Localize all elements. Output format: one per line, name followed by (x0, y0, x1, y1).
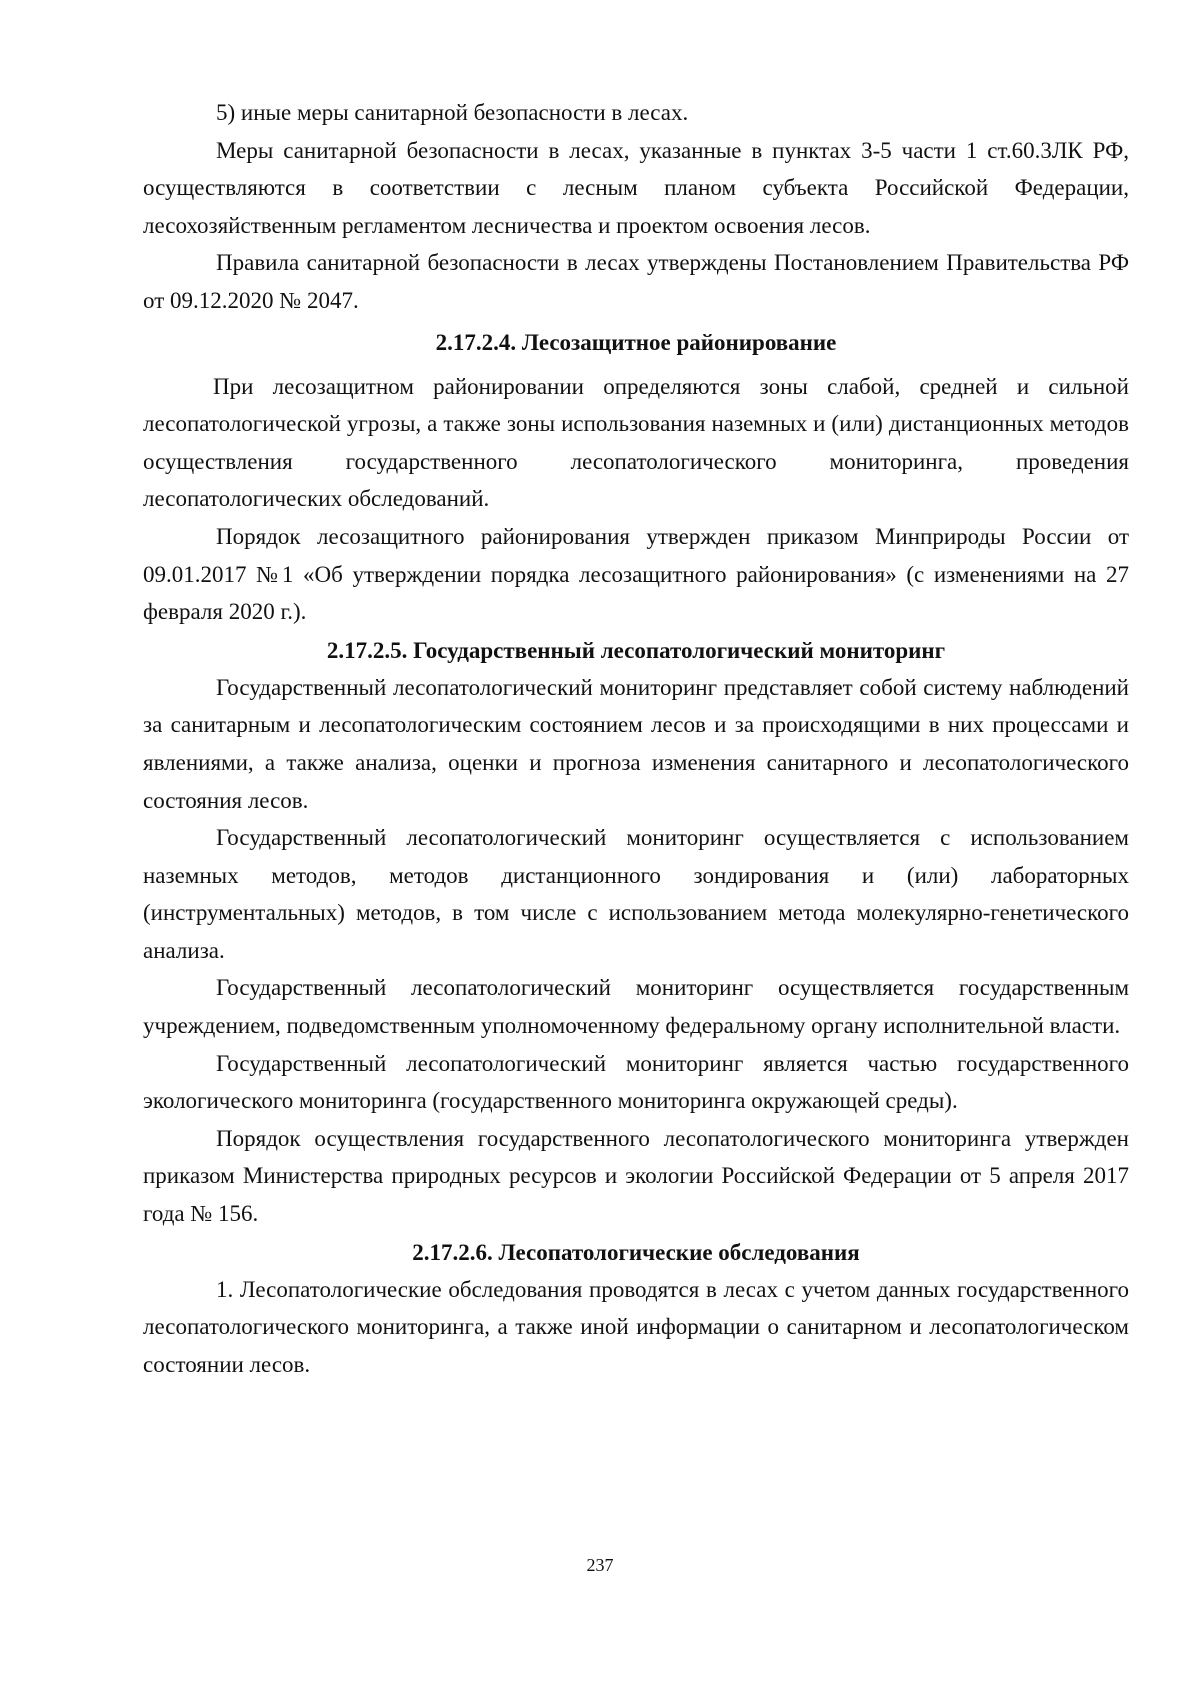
paragraph: Правила санитарной безопасности в лесах утверждены Постановлением Правительства РФ от 09.12.2020 № 2047. (143, 250, 1129, 313)
paragraph: Государственный лесопатологический мониторинг осуществляется с использованием наземных методов, методов дистанционного зондирования и (или) лабораторных (инструментальных) методов, в том числе с использованием метода молекулярно-генетического анализа. (143, 825, 1129, 963)
page-body (143, 94, 1129, 1383)
paragraph: Государственный лесопатологический мониторинг осуществляется государственным учреждением, подведомственным уполномоченному федеральному органу исполнительной власти. (143, 975, 1129, 1039)
paragraph: Меры санитарной безопасности в лесах, указанные в пунктах 3-5 части 1 ст.60.3ЛК РФ, осуществляются в соответствии с лесным планом субъекта Российской Федерации, лесохозяйственным регламентом лесничества и проектом освоения лесов. (143, 137, 1129, 238)
paragraph: 5) иные меры санитарной безопасности в лесах. (216, 100, 689, 125)
section-heading: 2.17.2.5. Государственный лесопатологический мониторинг (326, 637, 946, 663)
paragraph: Государственный лесопатологический мониторинг является частью государственного экологического мониторинга (государственного мониторинга окружающей среды). (143, 1050, 1129, 1114)
paragraph: Порядок осуществления государственного лесопатологического мониторинга утвержден приказом Министерства природных ресурсов и экологии Российской Федерации от 5 апреля 2017 года № 156. (143, 1125, 1129, 1227)
section-heading: 2.17.2.4. Лесозащитное районирование (435, 329, 837, 355)
page-number: 237 (586, 1555, 614, 1575)
paragraph: При лесозащитном районировании определяются зоны слабой, средней и сильной лесопатологической угрозы, а также зоны использования наземных и (или) дистанционных методов осуществления государственного лесопатологического мониторинга, проведения лесопатологических обследований. (143, 373, 1129, 512)
paragraph: 1. Лесопатологические обследования проводятся в лесах с учетом данных государственного лесопатологического мониторинга, а также иной информации о санитарном и лесопатологическом состоянии лесов. (143, 1276, 1129, 1377)
section-heading: 2.17.2.6. Лесопатологические обследования (412, 1239, 860, 1265)
paragraph: Порядок лесозащитного районирования утвержден приказом Минприроды России от 09.01.2017 №1 «Об утверждении порядка лесозащитного районирования» (с изменениями на 27 февраля 2020 г.). (143, 523, 1129, 625)
paragraph: Государственный лесопатологический мониторинг представляет собой систему наблюдений за санитарным и лесопатологическим состоянием лесов и за происходящими в них процессами и явлениями, а также анализа, оценки и прогноза изменения санитарного и лесопатологического состояния лесов. (143, 674, 1129, 813)
